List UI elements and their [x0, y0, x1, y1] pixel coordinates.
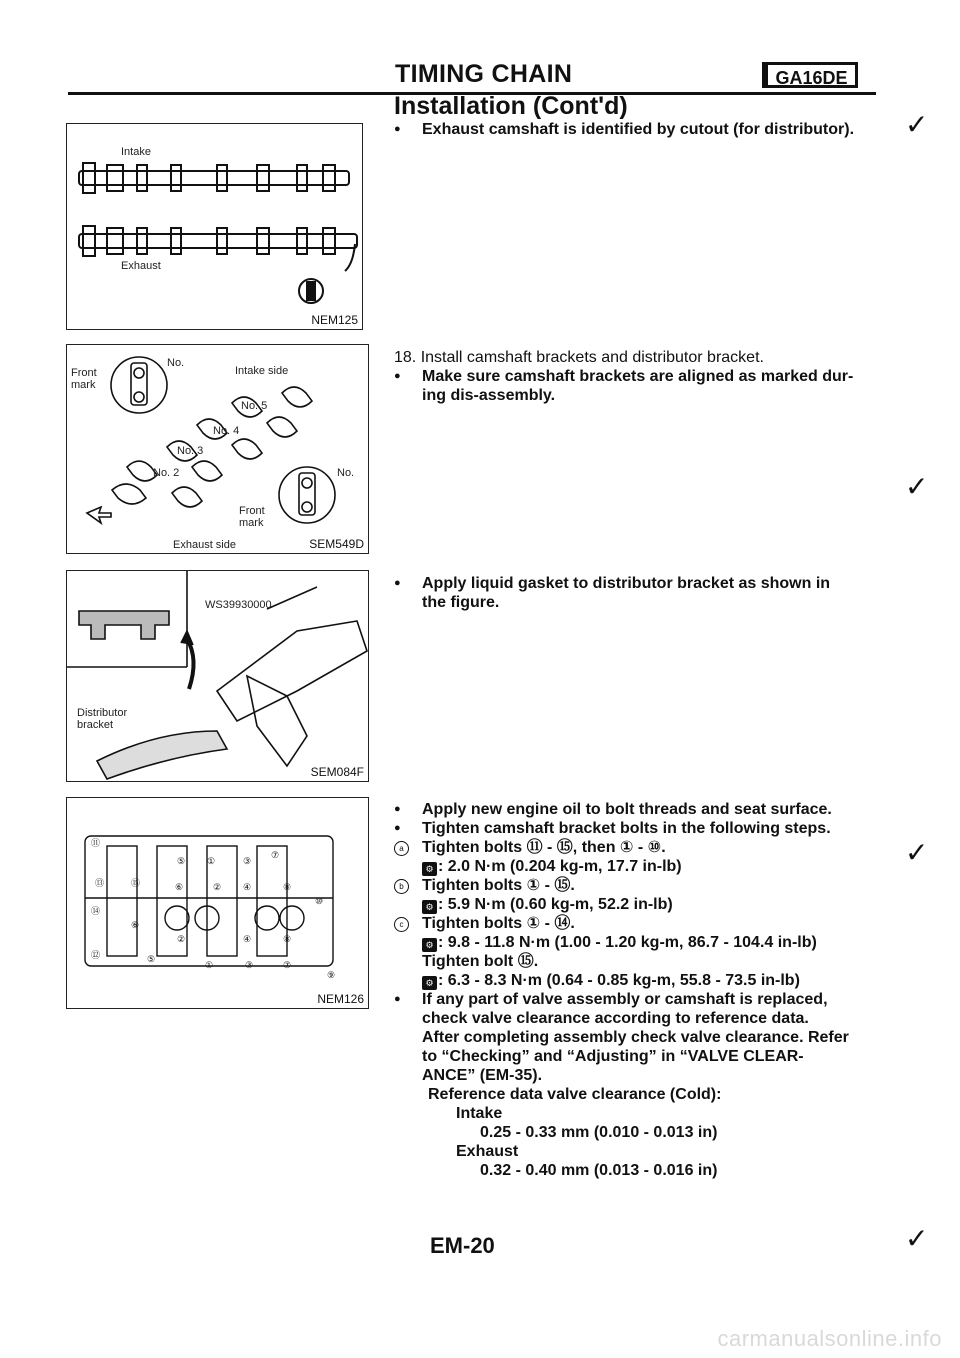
- figure-liquid-gasket: [66, 570, 369, 782]
- svg-text:④: ④: [243, 882, 252, 892]
- check-mark-icon: ✓: [905, 837, 929, 868]
- step-c2-torque-icon: ⚙: [422, 971, 437, 990]
- svg-text:⑥: ⑥: [131, 920, 140, 930]
- svg-text:③: ③: [245, 960, 254, 970]
- cylinder-head-drawing: [67, 798, 370, 1010]
- engine-code-badge: GA16DE: [762, 62, 858, 88]
- intake-side-label: Intake side: [235, 365, 289, 377]
- step-c2: Tighten bolt ⑮.: [422, 953, 539, 970]
- para-tighten-steps: ● Tighten camshaft bracket bolts in the following steps.: [422, 819, 831, 838]
- intake-label: Intake: [456, 1105, 503, 1122]
- svg-text:①: ①: [207, 856, 216, 866]
- no-label: No.: [167, 357, 185, 369]
- para-brackets-aligned: ● Make sure camshaft brackets are aligned as marked dur- ing dis-assembly.: [422, 367, 853, 405]
- bracket-no5-label: No. 5: [241, 400, 268, 412]
- step-c-torque-icon: ⚙: [422, 933, 437, 952]
- svg-text:⑧: ⑧: [283, 934, 292, 944]
- step-a: Tighten bolts ⑪ - ⑮, then ① - ⑩.: [422, 839, 666, 856]
- step-18: 18. Install camshaft brackets and distributor bracket.: [394, 349, 764, 366]
- intake-value: 0.25 - 0.33 mm (0.010 - 0.013 in): [480, 1124, 718, 1141]
- svg-text:⑥: ⑥: [175, 882, 184, 892]
- svg-text:⑬: ⑬: [95, 878, 105, 888]
- camshaft-drawing: [67, 159, 364, 309]
- svg-text:⑭: ⑭: [91, 906, 101, 916]
- page-number: EM-20: [430, 1233, 495, 1258]
- svg-text:⑮: ⑮: [131, 878, 141, 888]
- check-mark-icon: ✓: [905, 1223, 929, 1254]
- step-b: Tighten bolts ① - ⑮.: [422, 877, 575, 894]
- step-b-torque-icon: ⚙: [422, 895, 437, 914]
- bracket-no2-label: No. 2: [153, 467, 180, 479]
- para-engine-oil: ● Apply new engine oil to bolt threads and seat surface.: [422, 800, 832, 819]
- svg-text:③: ③: [243, 856, 252, 866]
- exhaust-label: Exhaust: [121, 260, 161, 272]
- svg-text:④: ④: [243, 934, 252, 944]
- reference-title: Reference data valve clearance (Cold):: [428, 1086, 722, 1103]
- figure-bolt-sequence: [66, 797, 369, 1009]
- step-c-torque: : 9.8 - 11.8 N·m (1.00 - 1.20 kg-m, 86.7 - 104.4 in-lb): [438, 934, 817, 951]
- figure-code: SEM549D: [309, 537, 364, 551]
- svg-text:⑫: ⑫: [91, 950, 101, 960]
- svg-text:⑩: ⑩: [315, 896, 324, 906]
- para-valve-clearance: ● If any part of valve assembly or camshaft is replaced, check valve clearance according to reference data. After completing assembly check valve clearance. Refer to “Checking” and “Adjusting” in “VALVE CLEAR- ANCE” (EM-35).: [422, 990, 849, 1085]
- section-title: Installation (Cont'd): [394, 92, 628, 120]
- exhaust-side-label: Exhaust side: [173, 539, 236, 551]
- step-a-marker: a: [394, 838, 409, 857]
- check-mark-icon: ✓: [905, 471, 929, 502]
- para-exhaust-camshaft: ● Exhaust camshaft is identified by cutout (for distributor).: [422, 120, 854, 139]
- svg-text:⑨: ⑨: [327, 970, 336, 980]
- svg-text:⑪: ⑪: [91, 838, 101, 848]
- brackets-drawing: [67, 345, 370, 555]
- svg-text:⑤: ⑤: [177, 856, 186, 866]
- figure-code: NEM125: [311, 313, 358, 327]
- step-b-torque: : 5.9 N·m (0.60 kg-m, 52.2 in-lb): [438, 896, 673, 913]
- step-c-marker: c: [394, 914, 409, 933]
- svg-text:⑦: ⑦: [271, 850, 280, 860]
- svg-text:⑤: ⑤: [147, 954, 156, 964]
- exhaust-label: Exhaust: [456, 1143, 519, 1160]
- svg-text:②: ②: [213, 882, 222, 892]
- tool-number-label: WS39930000: [205, 599, 272, 611]
- svg-text:②: ②: [177, 934, 186, 944]
- step-c2-torque: : 6.3 - 8.3 N·m (0.64 - 0.85 kg-m, 55.8 - 73.5 in-lb): [438, 972, 800, 989]
- figure-camshaft-brackets: [66, 344, 369, 554]
- front-mark-label: Front mark: [71, 367, 97, 391]
- step-c: Tighten bolts ① - ⑭.: [422, 915, 575, 932]
- check-mark-icon: ✓: [905, 109, 929, 140]
- figure-code: NEM126: [317, 992, 364, 1006]
- bracket-no3-label: No. 3: [177, 445, 204, 457]
- para-liquid-gasket: ● Apply liquid gasket to distributor bracket as shown in the figure.: [422, 574, 830, 612]
- no-label-right: No.: [337, 467, 355, 479]
- svg-text:①: ①: [205, 960, 214, 970]
- page-title: TIMING CHAIN: [395, 60, 573, 88]
- svg-text:⑦: ⑦: [283, 960, 292, 970]
- step-a-torque-icon: ⚙: [422, 857, 437, 876]
- step-b-marker: b: [394, 876, 409, 895]
- svg-text:⑧: ⑧: [283, 882, 292, 892]
- watermark: carmanualsonline.info: [717, 1326, 942, 1351]
- intake-label: Intake: [121, 146, 151, 158]
- exhaust-value: 0.32 - 0.40 mm (0.013 - 0.016 in): [480, 1162, 718, 1179]
- figure-code: SEM084F: [310, 765, 364, 779]
- figure-camshafts: [66, 123, 363, 330]
- bracket-no4-label: No. 4: [213, 425, 240, 437]
- distributor-bracket-label: Distributor bracket: [77, 707, 128, 731]
- front-mark-label-2: Front mark: [239, 505, 265, 529]
- step-a-torque: : 2.0 N·m (0.204 kg-m, 17.7 in-lb): [438, 858, 682, 875]
